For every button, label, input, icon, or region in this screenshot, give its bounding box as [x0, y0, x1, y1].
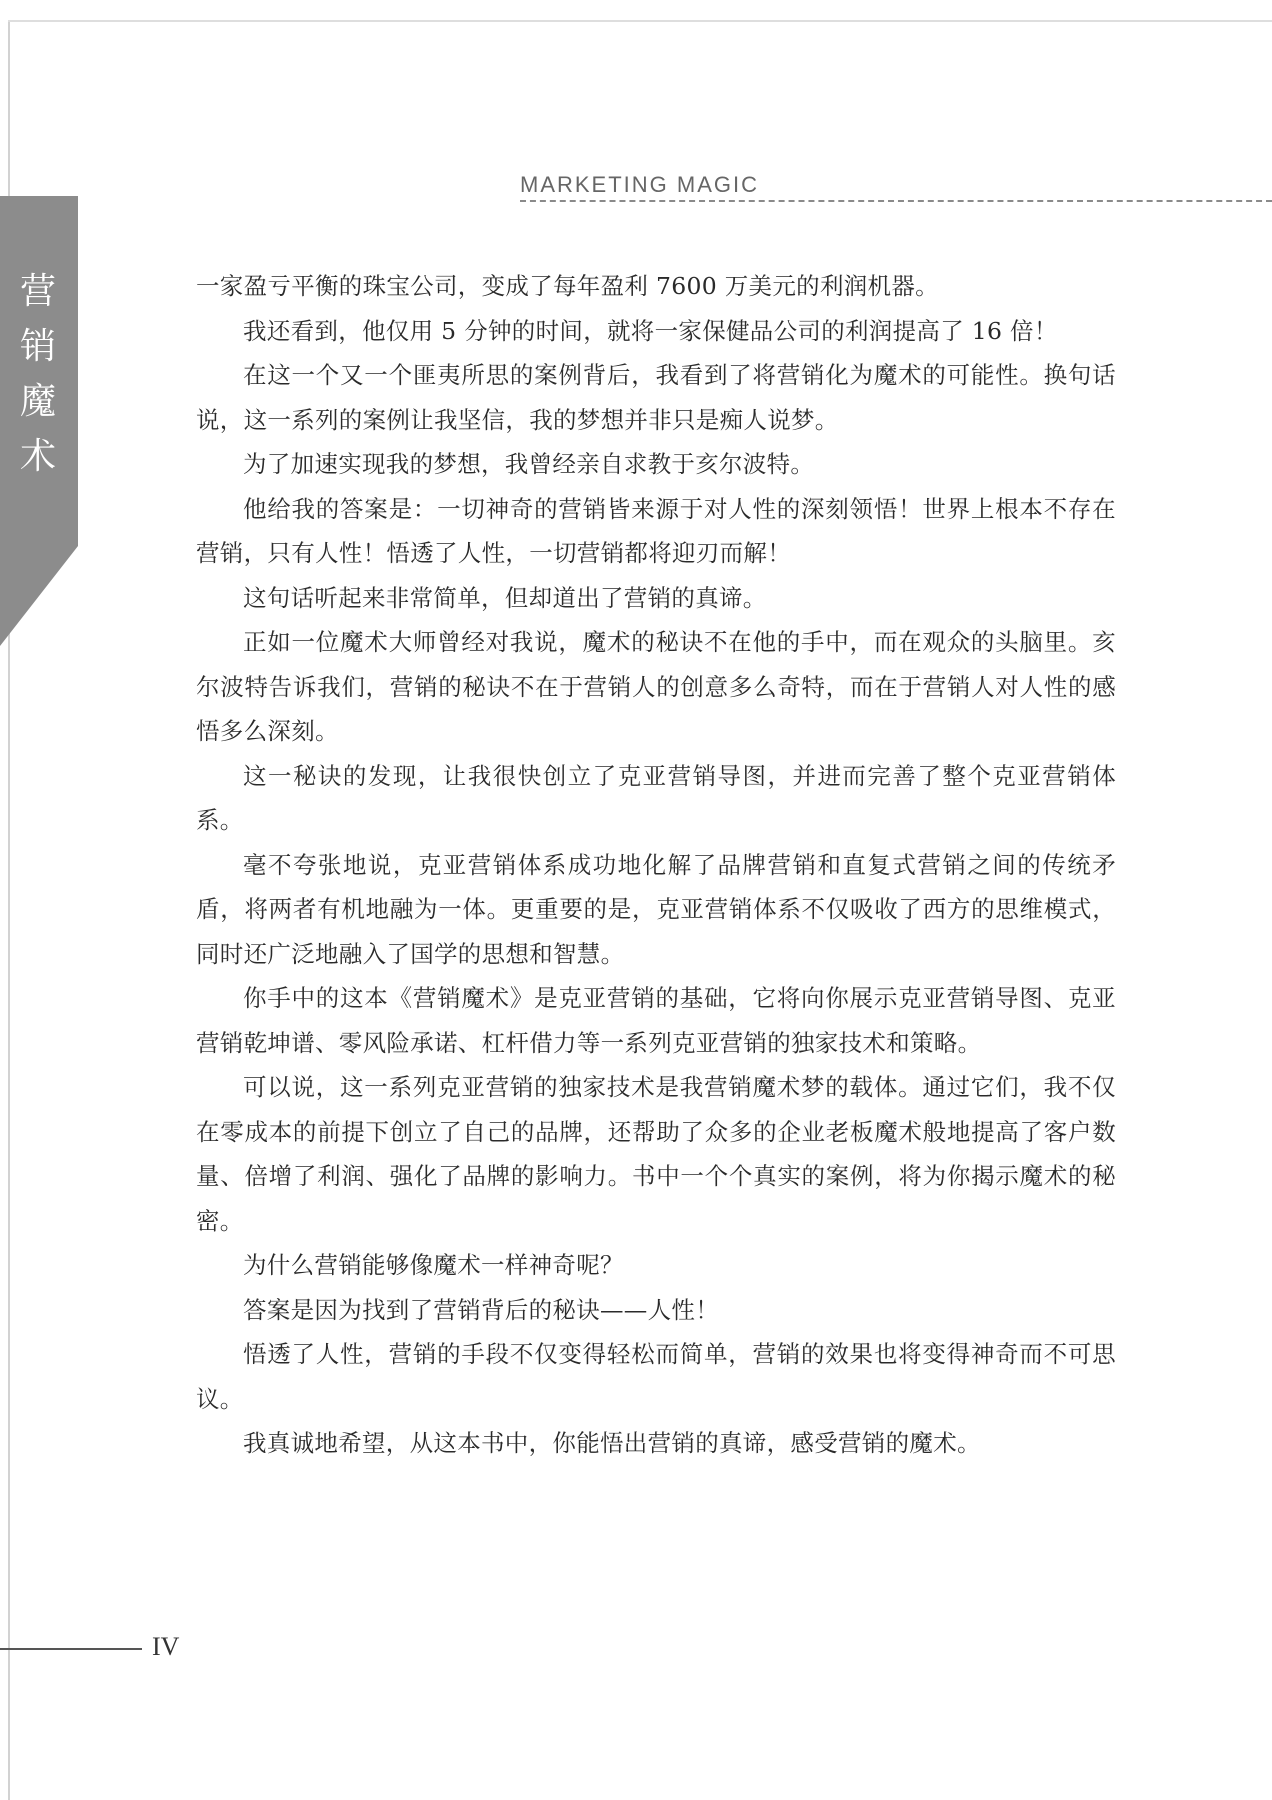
footer-rule: [0, 1648, 142, 1650]
paragraph: 悟透了人性，营销的手段不仅变得轻松而简单，营销的效果也将变得神奇而不可思议。: [196, 1340, 1116, 1413]
running-header: MARKETING MAGIC: [520, 172, 760, 197]
paragraph: 毫不夸张地说，克亚营销体系成功地化解了品牌营销和直复式营销之间的传统矛盾，将两者有机地融为一体。更重要的是，克亚营销体系不仅吸收了西方的思维模式，同时还广泛地融入了国学的思想和智慧。: [196, 850, 1116, 968]
paragraph: 他给我的答案是：一切神奇的营销皆来源于对人性的深刻领悟！世界上根本不存在营销，只有人性！悟透了人性，一切营销都将迎刃而解！: [196, 494, 1116, 567]
paragraph: 一家盈亏平衡的珠宝公司，变成了每年盈利 7600 万美元的利润机器。: [196, 272, 939, 300]
paragraph: 正如一位魔术大师曾经对我说，魔术的秘诀不在他的手中，而在观众的头脑里。亥尔波特告诉我们，营销的秘诀不在于营销人的创意多么奇特，而在于营销人对人性的感悟多么深刻。: [196, 628, 1116, 745]
scan-edge-top: [8, 20, 1272, 22]
paragraph: 为了加速实现我的梦想，我曾经亲自求教于亥尔波特。: [243, 450, 815, 478]
paragraph: 为什么营销能够像魔术一样神奇呢？: [243, 1251, 624, 1279]
paragraph: 我还看到，他仅用 5 分钟的时间，就将一家保健品公司的利润提高了 16 倍！: [243, 316, 1058, 345]
header-rule: [520, 200, 1272, 202]
page-number: IV: [152, 1632, 180, 1661]
body-text: [196, 264, 1116, 1466]
side-tab-label: 营销魔术: [19, 271, 56, 477]
paragraph: 你手中的这本《营销魔术》是克亚营销的基础，它将向你展示克亚营销导图、克亚营销乾坤谱、零风险承诺、杠杆借力等一系列克亚营销的独家技术和策略。: [196, 984, 1116, 1057]
paragraph: 可以说，这一系列克亚营销的独家技术是我营销魔术梦的载体。通过它们，我不仅在零成本的前提下创立了自己的品牌，还帮助了众多的企业老板魔术般地提高了客户数量、倍增了利润、强化了品牌的影响力。书中一个个真实的案例，将为你揭示魔术的秘密。: [196, 1073, 1116, 1235]
paragraph: 答案是因为找到了营销背后的秘诀——人性！: [243, 1295, 719, 1324]
paragraph: 这一秘诀的发现，让我很快创立了克亚营销导图，并进而完善了整个克亚营销体系。: [196, 761, 1116, 834]
side-tab: [0, 196, 80, 646]
paragraph: 在这一个又一个匪夷所思的案例背后，我看到了将营销化为魔术的可能性。换句话说，这一系列的案例让我坚信，我的梦想并非只是痴人说梦。: [196, 361, 1116, 434]
paragraph: 我真诚地希望，从这本书中，你能悟出营销的真谛，感受营销的魔术。: [243, 1429, 981, 1457]
paragraph: 这句话听起来非常简单，但却道出了营销的真谛。: [243, 583, 767, 612]
